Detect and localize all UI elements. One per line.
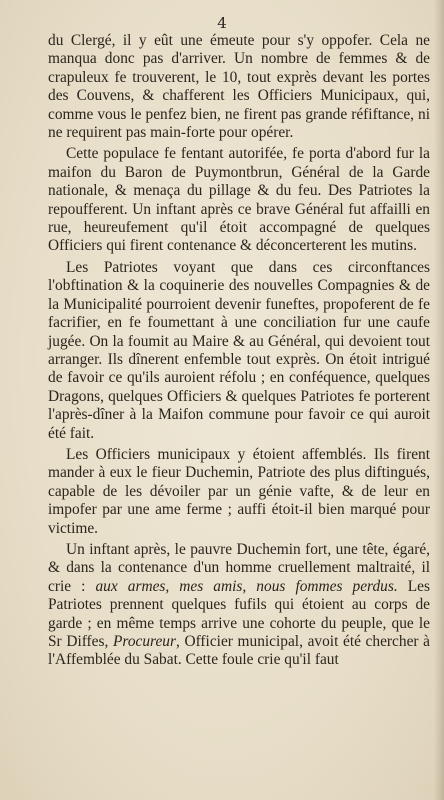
italic-text: Procureur — [113, 633, 176, 650]
text-segment: Les Patriotes prennent quelques fufils qui étoient au corps de garde ; en même temps arrive une cohorte du peuple, que le Sr Diffes, — [48, 577, 430, 650]
text-segment: Un inftant après, le pauvre Duchemin fort, une tête, égaré, & dans la contenance d'un homme cruellement maltraité, il crie : — [48, 540, 430, 595]
text-segment: , Officier municipal, avoit été chercher à l'Affemblée du Sabat. Cette foule crie qu'il faut — [48, 633, 430, 669]
paragraph — [48, 446, 430, 538]
text-segment: du Clergé, il y eût une émeute pour s'y oppofer. Cela ne manqua donc pas d'arriver. Un nombre de femmes & de crapuleux fe trouverent, le 10, tout exprès devant les portes des Couvens, & chafferent les Officiers Municipaux, qui, comme vous le penfez bien, ne firent pas grande réfiftance, ni ne requirent pas main-forte pour opérer. — [48, 32, 430, 142]
body-text — [48, 32, 430, 670]
paragraph — [48, 541, 430, 670]
text-segment: Les Officiers municipaux y étoient affemblés. Ils firent mander à eux le fieur Duchemin, Patriote des plus diftingués, capable de les dévoiler par un génie vafte, & de leur en impofer par une ame ferme ; auffi étoit-il bien marqué pour victime. — [48, 445, 430, 537]
page-number: 4 — [217, 14, 227, 32]
paragraph — [48, 145, 430, 255]
paragraph — [48, 32, 430, 142]
paragraph — [48, 259, 430, 443]
text-segment: Les Patriotes voyant que dans ces circonftances l'obftination & la coquinerie des nouvelles Compagnies & de la Municipalité pourroient devenir funeftes, propoferent de fe facrifier, en fe foumettant à une conciliation fur une caufe jugée. On la foumit au Maire & au Général, qui devoient tout arranger. Ils dînerent enfemble tout exprès. On étoit intrigué de favoir ce qu'ils auroient réfolu ; en conféquence, quelques Dragons, quelques Officiers & quelques Patriotes fe porterent l'après-dîner à la Maifon commune pour favoir ce qui auroit été fait. — [48, 258, 430, 442]
text-segment: Cette populace fe fentant autorifée, fe porta d'abord fur la maifon du Baron de Puymontbrun, Général de la Garde nationale, & menaça du pillage & du feu. Des Patriotes la repoufferent. Un inftant après ce brave Général fut affailli en rue, heureufement qu'il étoit accompagné de quelques Officiers qui firent contenance & déconcerterent les mutins. — [48, 145, 430, 255]
italic-text: aux armes, mes amis, nous fommes perdus. — [95, 577, 398, 595]
